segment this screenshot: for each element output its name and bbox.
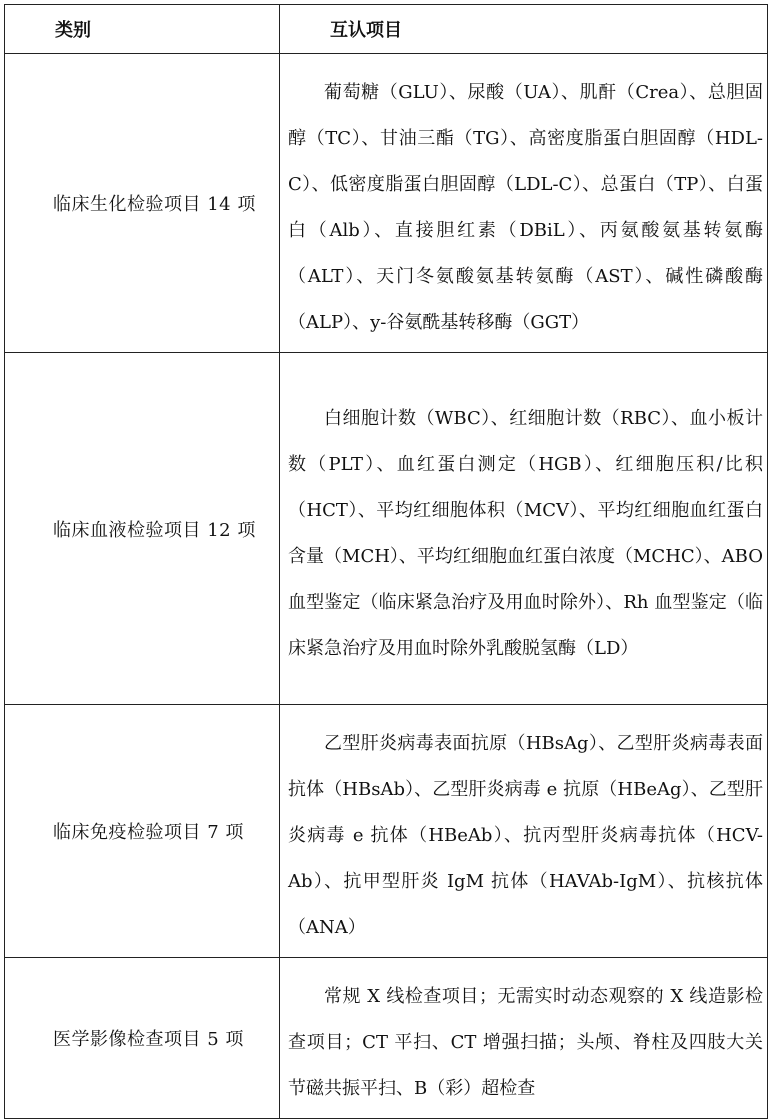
row-items: 葡萄糖（GLU）、尿酸（UA）、肌酐（Crea）、总胆固醇（TC）、甘油三酯（TG）、高密度脂蛋白胆固醇（HDL-C）、低密度脂蛋白胆固醇（LDL-C）、总蛋白（TP）、白蛋白（Alb）、直接胆红素（DBiL）、丙氨酸氨基转氨酶（ALT）、天门冬氨酸氨基转氨酶（AST）、碱性磷酸酶（ALP）、y-谷氨酰基转移酶（GGT） <box>280 54 768 353</box>
row-category: 临床血液检验项目 12 项 <box>5 353 280 705</box>
row-category: 临床免疫检验项目 7 项 <box>5 705 280 958</box>
header-category: 类别 <box>5 5 280 54</box>
table-row <box>5 54 768 353</box>
row-items: 乙型肝炎病毒表面抗原（HBsAg）、乙型肝炎病毒表面抗体（HBsAb）、乙型肝炎病毒 e 抗原（HBeAg）、乙型肝炎病毒 e 抗体（HBeAb）、抗丙型肝炎病毒抗体（HCV-Ab）、抗甲型肝炎 IgM 抗体（HAVAb-IgM）、抗核抗体（ANA） <box>280 705 768 958</box>
header-items: 互认项目 <box>280 5 768 54</box>
table-row <box>5 705 768 958</box>
row-category: 医学影像检查项目 5 项 <box>5 958 280 1119</box>
document-page <box>4 4 768 1119</box>
mutual-recognition-table <box>4 4 768 1119</box>
table-row <box>5 958 768 1119</box>
table-row <box>5 353 768 705</box>
row-items: 白细胞计数（WBC）、红细胞计数（RBC）、血小板计数（PLT）、血红蛋白测定（HGB）、红细胞压积/比积（HCT）、平均红细胞体积（MCV）、平均红细胞血红蛋白含量（MCH）、平均红细胞血红蛋白浓度（MCHC）、ABO 血型鉴定（临床紧急治疗及用血时除外）、Rh 血型鉴定（临床紧急治疗及用血时除外乳酸脱氢酶（LD） <box>280 353 768 705</box>
table-header-row <box>5 5 768 54</box>
row-items: 常规 X 线检查项目；无需实时动态观察的 X 线造影检查项目；CT 平扫、CT 增强扫描；头颅、脊柱及四肢大关节磁共振平扫、B（彩）超检查 <box>280 958 768 1119</box>
row-category: 临床生化检验项目 14 项 <box>5 54 280 353</box>
